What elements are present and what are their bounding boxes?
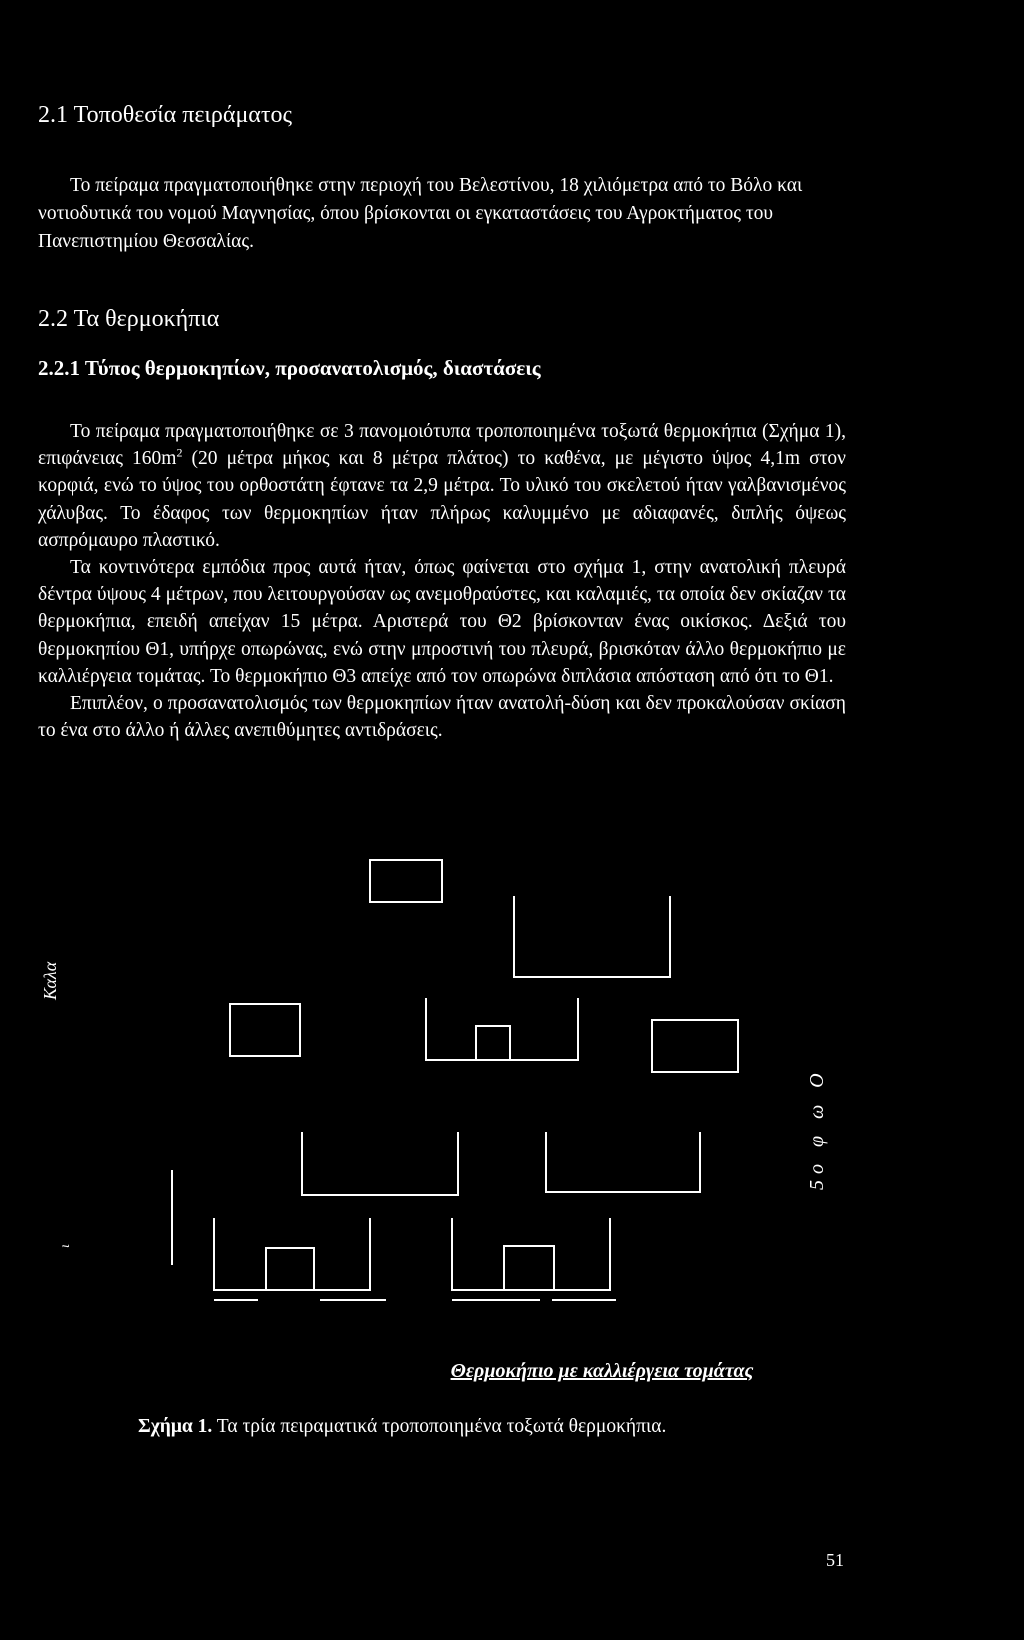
text-block-greenhouses xyxy=(38,418,846,744)
page-number: 51 xyxy=(826,1550,844,1570)
greenhouse-bottom-left-door xyxy=(266,1248,314,1290)
label-orchard: 5ο φ ω Ο xyxy=(806,1067,828,1190)
greenhouse-bottom-left xyxy=(214,1218,370,1290)
greenhouse-middle-door xyxy=(476,1026,510,1060)
greenhouse-lower-left xyxy=(302,1132,458,1195)
figure-inner-caption: Θερμοκήπιο με καλλιέργεια τομάτας xyxy=(450,1360,754,1382)
paragraph-location: Το πείραμα πραγματοποιήθηκε στην περιοχή του Βελεστίνου, 18 χιλιόμετρα από το Βόλο και νοτιοδυτικά του νομού Μαγνησίας, όπου βρίσκονται οι εγκαταστάσεις του Αγροκτήματος του Πανεπιστημίου Θεσσαλίας. xyxy=(38,175,803,252)
greenhouse-lower-right xyxy=(546,1132,700,1192)
label-reeds: Καλα xyxy=(40,961,60,1000)
subsection-heading-2-2-1: 2.2.1 Τύπος θερμοκηπίων, προσανατολισμός, διαστάσεις xyxy=(38,356,541,380)
figure-caption xyxy=(138,1416,666,1438)
building-box-left xyxy=(230,1004,300,1056)
paragraph-greenhouse-type xyxy=(38,418,846,554)
greenhouse-bottom-right xyxy=(452,1218,610,1290)
paragraph-part: (20 μέτρα μήκος και 8 μέτρα πλάτος) το καθένα, με μέγιστο ύψος 4,1m στον κορφιά, ενώ το ύψος του ορθοστάτη έφτανε τα 2,9 μέτρα. Το υλικό του σκελετού ήταν γαλβανισμένος χάλυβας. Το έδαφος των θερμοκηπίων ήταν πλήρως καλυμμένο με αδιαφανές, διπλής όψεως ασπρόμαυρο πλαστικό. xyxy=(38,448,846,551)
greenhouse-layout-diagram xyxy=(0,850,1024,1350)
paragraph-orientation: Επιπλέον, ο προσανατολισμός των θερμοκηπίων ήταν ανατολή-δύση και δεν προκαλούσαν σκίαση το ένα στο άλλο ή άλλες ανεπιθύμητες αντιδράσεις. xyxy=(38,693,846,742)
paragraph-part: Το πείραμα πραγματοποιήθηκε σε 3 πανομοιότυπα τροποποιημένα τοξωτά θερμοκήπια (Σχήμα 1), επιφάνειας 160m xyxy=(38,421,846,470)
figure-caption-text: Τα τρία πειραματικά τροποποιημένα τοξωτά θερμοκήπια. xyxy=(212,1416,667,1437)
section-heading-2-2: 2.2 Τα θερμοκήπια xyxy=(38,306,220,332)
superscript: 2 xyxy=(176,445,183,460)
figure-caption-label: Σχήμα 1. xyxy=(138,1416,213,1437)
building-box-right xyxy=(652,1020,738,1072)
paragraph-obstacles: Τα κοντινότερα εμπόδια προς αυτά ήταν, όπως φαίνεται στο σχήμα 1, στην ανατολική πλευρά δέντρα ύψους 4 μέτρων, που λειτουργούσαν ως ανεμοθραύστες, και καλαμιές, τα οποία δεν σκίαζαν τα θερμοκήπια, επειδή απείχαν 15 μέτρα. Αριστερά του Θ2 βρίσκονταν ένας οικίσκος. Δεξιά του θερμοκηπίου Θ1, υπήρχε οπωρώνας, ενώ στην μπροστινή του πλευρά, βρισκόταν άλλο θερμοκήπιο με καλλιέργεια τομάτας. Το θερμοκήπιο Θ3 απείχε από τον οπωρώνα διπλάσια απόσταση από ότι το Θ1. xyxy=(38,557,846,687)
label-small: ι xyxy=(58,1244,73,1248)
greenhouse-top xyxy=(514,896,670,977)
figure-greenhouses xyxy=(0,850,1024,1350)
greenhouse-middle xyxy=(426,998,578,1060)
section-heading-2-1: 2.1 Τοποθεσία πειράματος xyxy=(38,102,293,128)
greenhouse-bottom-right-door xyxy=(504,1246,554,1290)
building-box-top xyxy=(370,860,442,902)
